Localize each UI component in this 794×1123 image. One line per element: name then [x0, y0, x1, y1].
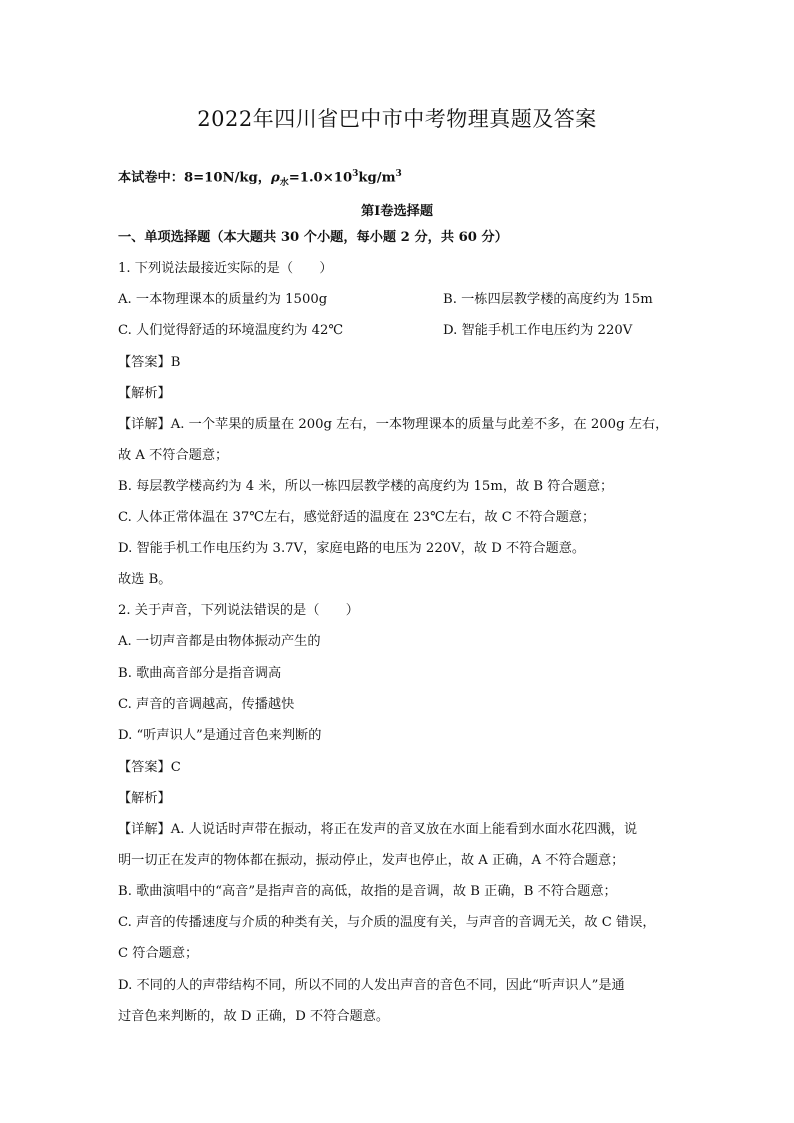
q1-option-b: B. 一栋四层教学楼的高度约为 15m [443, 292, 653, 307]
q2-detail-line: D. 不同的人的声带结构不同，所以不同的人发出声音的音色不同，因此“听声识人”是通 [118, 978, 625, 993]
q2-stem: 2. 关于声音，下列说法错误的是（ ） [118, 603, 359, 618]
q1-detail-line: 【详解】A. 一个苹果的质量在 200g 左右，一本物理课本的质量与此差不多，在 200g 左右， [118, 417, 669, 432]
part-heading: 一、单项选择题（本大题共 30 个小题，每小题 2 分，共 60 分） [118, 230, 508, 245]
q2-option-c: C. 声音的音调越高，传播越快 [118, 697, 295, 712]
q1-analysis-label: 【解析】 [118, 386, 171, 401]
q1-option-a: A. 一本物理课本的质量约为 1500g [118, 292, 328, 307]
q2-detail-line: C 符合题意； [118, 946, 199, 961]
rho-exponent: 3 [352, 169, 359, 179]
section-title: 第Ⅰ卷选择题 [360, 204, 434, 219]
q2-detail-line: 【详解】A. 人说话时声带在振动，将正在发声的音叉放在水面上能看到水面水花四溅，说 [118, 822, 638, 837]
q2-answer: 【答案】C [118, 760, 181, 775]
q2-option-d: D. “听声识人”是通过音色来判断的 [118, 728, 322, 743]
rho-unit-exponent: 3 [395, 169, 402, 179]
q2-detail-line: B. 歌曲演唱中的“高音”是指声音的高低，故指的是音调，故 B 正确，B 不符合题意； [118, 884, 617, 899]
q2-detail-line: 明一切正在发声的物体都在振动，振动停止，发声也停止，故 A 正确，A 不符合题意； [118, 853, 625, 868]
q1-detail-line: B. 每层教学楼高约为 4 米，所以一栋四层教学楼的高度约为 15m，故 B 符合题意； [118, 479, 614, 494]
q2-detail-line: C. 声音的传播速度与介质的种类有关，与介质的温度有关，与声音的音调无关，故 C 错误， [118, 915, 656, 930]
q1-answer: 【答案】B [118, 355, 181, 370]
q2-detail-line: 过音色来判断的，故 D 正确，D 不符合题意。 [118, 1009, 390, 1024]
q1-detail-line: D. 智能手机工作电压约为 3.7V，家庭电路的电压为 220V，故 D 不符合题意。 [118, 541, 586, 556]
q2-option-a: A. 一切声音都是由物体振动产生的 [118, 634, 321, 649]
q1-option-c: C. 人们觉得舒适的环境温度约为 42℃ [118, 323, 344, 338]
q2-option-b: B. 歌曲高音部分是指音调高 [118, 666, 282, 681]
q2-analysis-label: 【解析】 [118, 791, 171, 806]
q1-stem: 1. 下列说法最接近实际的是（ ） [118, 261, 333, 276]
rho-symbol: ρ [270, 170, 280, 186]
rho-subscript: 水 [279, 178, 289, 189]
q1-option-d: D. 智能手机工作电压约为 220V [443, 323, 633, 338]
page-title: 2022年四川省巴中市中考物理真题及答案 [197, 107, 597, 131]
q1-detail-line: C. 人体正常体温在 37℃左右，感觉舒适的温度在 23℃左右，故 C 不符合题意； [118, 510, 596, 525]
rho-value: =1.0×10 [288, 170, 353, 186]
rho-unit: kg/m [358, 170, 396, 186]
intro-constants [118, 164, 688, 193]
intro-label: 本试卷中： [118, 170, 184, 186]
intro-g: 8=10N/kg， [183, 170, 271, 186]
q1-detail-line: 故 A 不符合题意； [118, 448, 229, 463]
q1-conclusion: 故选 B。 [118, 572, 172, 587]
